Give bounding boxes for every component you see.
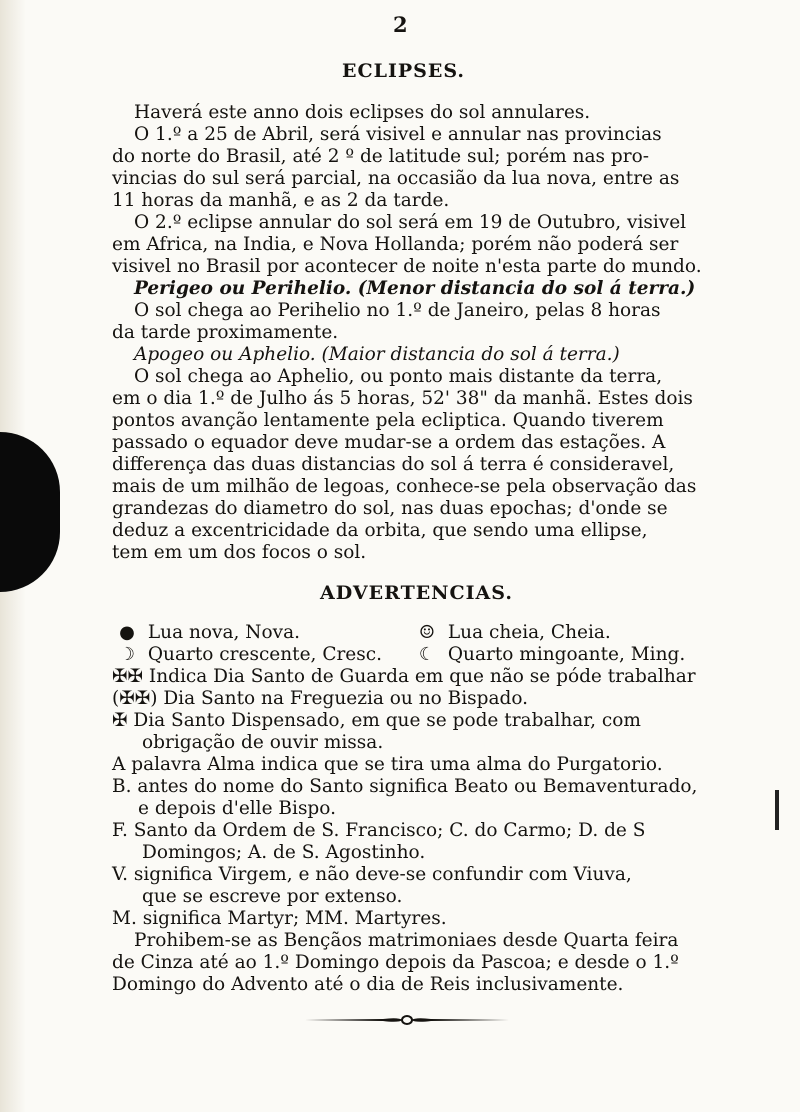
eclipses-line: O sol chega ao Aphelio, ou ponto mais distante da terra, bbox=[134, 366, 663, 387]
first-quarter-label: Quarto crescente, Cresc. bbox=[147, 644, 382, 665]
page-number: 2 bbox=[393, 12, 408, 37]
eclipses-line: em o dia 1.º de Julho ás 5 horas, 52' 38" da manhã. Estes dois bbox=[112, 388, 693, 409]
advertencias-line: M. significa Martyr; MM. Martyres. bbox=[112, 908, 447, 929]
advertencias-line: obrigação de ouvir missa. bbox=[142, 732, 384, 753]
eclipses-line: 11 horas da manhã, e as 2 da tarde. bbox=[112, 190, 450, 211]
eclipses-line: deduz a excentricidade da orbita, que sendo uma ellipse, bbox=[112, 520, 648, 541]
new-moon-icon: ● bbox=[119, 622, 135, 643]
advertencias-line: Prohibem-se as Bençãos matrimoniaes desde Quarta feira bbox=[134, 930, 679, 951]
full-moon-icon: ☺ bbox=[418, 622, 436, 643]
eclipses-line: mais de um milhão de legoas, conhece-se pela observação das bbox=[112, 476, 697, 497]
advertencias-line: Domingos; A. de S. Agostinho. bbox=[142, 842, 426, 863]
apogeo-heading: Apogeo ou Aphelio. (Maior distancia do sol á terra.) bbox=[134, 344, 620, 365]
eclipses-line: da tarde proximamente. bbox=[112, 322, 339, 343]
eclipses-line: em Africa, na India, e Nova Hollanda; porém não poderá ser bbox=[112, 234, 679, 255]
moon-phases-row-2 bbox=[112, 644, 697, 666]
perigeo-heading: Perigeo ou Perihelio. (Menor distancia do sol á terra.) bbox=[134, 278, 696, 299]
eclipses-title: ECLIPSES. bbox=[342, 60, 465, 82]
eclipses-line: Haverá este anno dois eclipses do sol annulares. bbox=[134, 102, 591, 123]
advertencias-line: e depois d'elle Bispo. bbox=[138, 798, 336, 819]
eclipses-line: visivel no Brasil por acontecer de noite n'esta parte do mundo. bbox=[112, 256, 702, 277]
advertencias-line: ✠ Dia Santo Dispensado, em que se pode trabalhar, com bbox=[112, 710, 641, 731]
eclipses-line: pontos avanção lentamente pela ecliptica. Quando tiverem bbox=[112, 410, 664, 431]
advertencias-line: A palavra Alma indica que se tira uma alma do Purgatorio. bbox=[112, 754, 663, 775]
advertencias-line: que se escreve por extenso. bbox=[142, 886, 403, 907]
eclipses-line: O 2.º eclipse annular do sol será em 19 de Outubro, visivel bbox=[134, 212, 687, 233]
eclipses-line: O sol chega ao Perihelio no 1.º de Janeiro, pelas 8 horas bbox=[134, 300, 661, 321]
last-quarter-icon: ☾ bbox=[418, 644, 436, 665]
eclipses-line: tem em um dos focos o sol. bbox=[112, 542, 367, 563]
moon-phases-row-1 bbox=[112, 622, 697, 644]
eclipses-line: O 1.º a 25 de Abril, será visivel e annular nas provincias bbox=[134, 124, 662, 145]
first-quarter-icon: ☽ bbox=[118, 644, 136, 665]
full-moon-label: Lua cheia, Cheia. bbox=[447, 622, 611, 643]
advertencias-line: de Cinza até ao 1.º Domingo depois da Pascoa; e desde o 1.º bbox=[112, 952, 679, 973]
ornament-rule bbox=[303, 1013, 511, 1027]
eclipses-line: vincias do sul será parcial, na occasião da lua nova, entre as bbox=[112, 168, 680, 189]
eclipses-line: grandezas do diametro do sol, nas duas epochas; d'onde se bbox=[112, 498, 668, 519]
last-quarter-label: Quarto mingoante, Ming. bbox=[447, 644, 686, 665]
advertencias-line: B. antes do nome do Santo significa Beato ou Bemaventurado, bbox=[112, 776, 698, 797]
eclipses-line: do norte do Brasil, até 2 º de latitude sul; porém nas pro- bbox=[112, 146, 649, 167]
new-moon-label: Lua nova, Nova. bbox=[147, 622, 300, 643]
eclipses-line: passado o equador deve mudar-se a ordem das estações. A bbox=[112, 432, 666, 453]
eclipses-line: differença das duas distancias do sol á terra é consideravel, bbox=[112, 454, 675, 475]
advertencias-line: ✠✠ Indica Dia Santo de Guarda em que não se póde trabalhar bbox=[112, 666, 696, 687]
advertencias-line: V. significa Virgem, e não deve-se confundir com Viuva, bbox=[112, 864, 632, 885]
advertencias-title: ADVERTENCIAS. bbox=[320, 582, 513, 604]
advertencias-line: Domingo do Advento até o dia de Reis inclusivamente. bbox=[112, 974, 624, 995]
advertencias-line: (✠✠) Dia Santo na Freguezia ou no Bispado. bbox=[112, 688, 529, 709]
binding-blot bbox=[0, 432, 60, 592]
margin-mark bbox=[775, 790, 779, 830]
advertencias-line: F. Santo da Ordem de S. Francisco; C. do Carmo; D. de S bbox=[112, 820, 646, 841]
